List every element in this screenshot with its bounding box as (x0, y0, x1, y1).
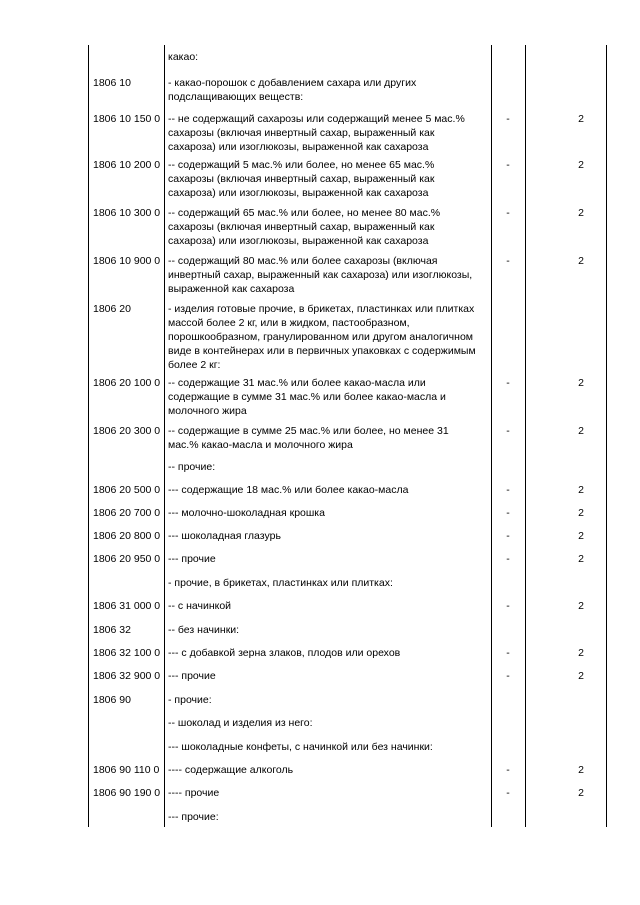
goods-description: -- не содержащий сахарозы или содержащий менее 5 мас.% сахарозы (включая инвертный сахар, выраженный как сахароза) или изоглюкозы, выраженной как сахароза (168, 113, 465, 153)
goods-description: --- прочие (168, 553, 216, 565)
tariff-code: 1806 90 190 0 (93, 787, 161, 799)
table-border-dash-val (525, 45, 526, 827)
goods-description: -- с начинкой (168, 600, 232, 612)
duty-rate: 2 (578, 425, 584, 437)
goods-description: ---- содержащие алкоголь (168, 764, 294, 776)
duty-dash: - (506, 787, 510, 799)
goods-description: --- содержащие 18 мас.% или более какао-масла (168, 484, 409, 496)
tariff-code: 1806 32 900 0 (93, 670, 161, 682)
tariff-code: 1806 32 100 0 (93, 647, 161, 659)
goods-description: -- шоколад и изделия из него: (168, 717, 313, 729)
tariff-code: 1806 20 100 0 (93, 377, 161, 389)
goods-description: --- шоколадные конфеты, с начинкой или без начинки: (168, 741, 433, 753)
goods-description: -- содержащий 65 мас.% или более, но менее 80 мас.% сахарозы (включая инвертный сахар, выраженный как сахароза) или изоглюкозы, выраженной как сахароза (168, 207, 441, 247)
goods-description: --- прочие: (168, 811, 219, 823)
tariff-code: 1806 32 (93, 624, 131, 636)
duty-rate: 2 (578, 600, 584, 612)
goods-description: -- содержащий 5 мас.% или более, но менее 65 мас.% сахарозы (включая инвертный сахар, выраженный как сахароза) или изоглюкозы, выраженной как сахароза (168, 159, 435, 199)
duty-dash: - (506, 600, 510, 612)
duty-dash: - (506, 764, 510, 776)
tariff-code: 1806 10 150 0 (93, 113, 161, 125)
goods-description: --- с добавкой зерна злаков, плодов или орехов (168, 647, 401, 659)
tariff-code: 1806 31 000 0 (93, 600, 161, 612)
goods-description: ---- прочие (168, 787, 220, 799)
duty-dash: - (506, 255, 510, 267)
table-border-desc-dash (491, 45, 492, 827)
duty-rate: 2 (578, 484, 584, 496)
duty-dash: - (506, 113, 510, 125)
duty-dash: - (506, 530, 510, 542)
goods-description: -- содержащие в сумме 25 мас.% или более, но менее 31 мас.% какао-масла и молочного жира (168, 425, 449, 451)
tariff-code: 1806 90 110 0 (93, 764, 160, 776)
duty-rate: 2 (578, 159, 584, 171)
tariff-code: 1806 20 800 0 (93, 530, 161, 542)
goods-description: - прочие: (168, 694, 212, 706)
table-border-left (88, 45, 89, 827)
tariff-code: 1806 10 200 0 (93, 159, 161, 171)
duty-dash: - (506, 507, 510, 519)
duty-dash: - (506, 207, 510, 219)
goods-description: --- молочно-шоколадная крошка (168, 507, 325, 519)
tariff-code: 1806 20 (93, 303, 131, 315)
duty-rate: 2 (578, 553, 584, 565)
duty-dash: - (506, 425, 510, 437)
tariff-code: 1806 10 900 0 (93, 255, 161, 267)
duty-dash: - (506, 159, 510, 171)
duty-rate: 2 (578, 764, 584, 776)
goods-description: - прочие, в брикетах, пластинках или плитках: (168, 577, 393, 589)
tariff-code: 1806 10 300 0 (93, 207, 161, 219)
duty-dash: - (506, 647, 510, 659)
duty-dash: - (506, 670, 510, 682)
duty-rate: 2 (578, 787, 584, 799)
duty-rate: 2 (578, 507, 584, 519)
duty-rate: 2 (578, 377, 584, 389)
duty-rate: 2 (578, 530, 584, 542)
duty-rate: 2 (578, 113, 584, 125)
duty-rate: 2 (578, 647, 584, 659)
goods-description: - какао-порошок с добавлением сахара или других подслащивающих веществ: (168, 77, 417, 103)
goods-description: -- содержащий 80 мас.% или более сахарозы (включая инвертный сахар, выраженный как сахароза) или изоглюкозы, выраженной как сахароза (168, 255, 473, 295)
duty-rate: 2 (578, 255, 584, 267)
goods-description: какао: (168, 51, 199, 63)
tariff-code: 1806 90 (93, 694, 131, 706)
duty-dash: - (506, 484, 510, 496)
duty-dash: - (506, 553, 510, 565)
goods-description: -- без начинки: (168, 624, 240, 636)
tariff-code: 1806 20 950 0 (93, 553, 161, 565)
tariff-code: 1806 20 700 0 (93, 507, 161, 519)
goods-description: --- прочие (168, 670, 216, 682)
goods-description: - изделия готовые прочие, в брикетах, пластинках или плитках массой более 2 кг, или в жидком, пастообразном, порошкообразном, гранулированном или другом аналогичном виде в контейнерах или в первичных упаковках с содержимым более 2 кг: (168, 303, 476, 371)
duty-rate: 2 (578, 670, 584, 682)
goods-description: -- прочие: (168, 461, 216, 473)
tariff-code: 1806 20 500 0 (93, 484, 161, 496)
goods-description: --- шоколадная глазурь (168, 530, 281, 542)
duty-dash: - (506, 377, 510, 389)
table-border-right (606, 45, 607, 827)
tariff-code: 1806 20 300 0 (93, 425, 161, 437)
tariff-code: 1806 10 (93, 77, 131, 89)
goods-description: -- содержащие 31 мас.% или более какао-масла или содержащие в сумме 31 мас.% или более какао-масла и молочного жира (168, 377, 446, 417)
duty-rate: 2 (578, 207, 584, 219)
